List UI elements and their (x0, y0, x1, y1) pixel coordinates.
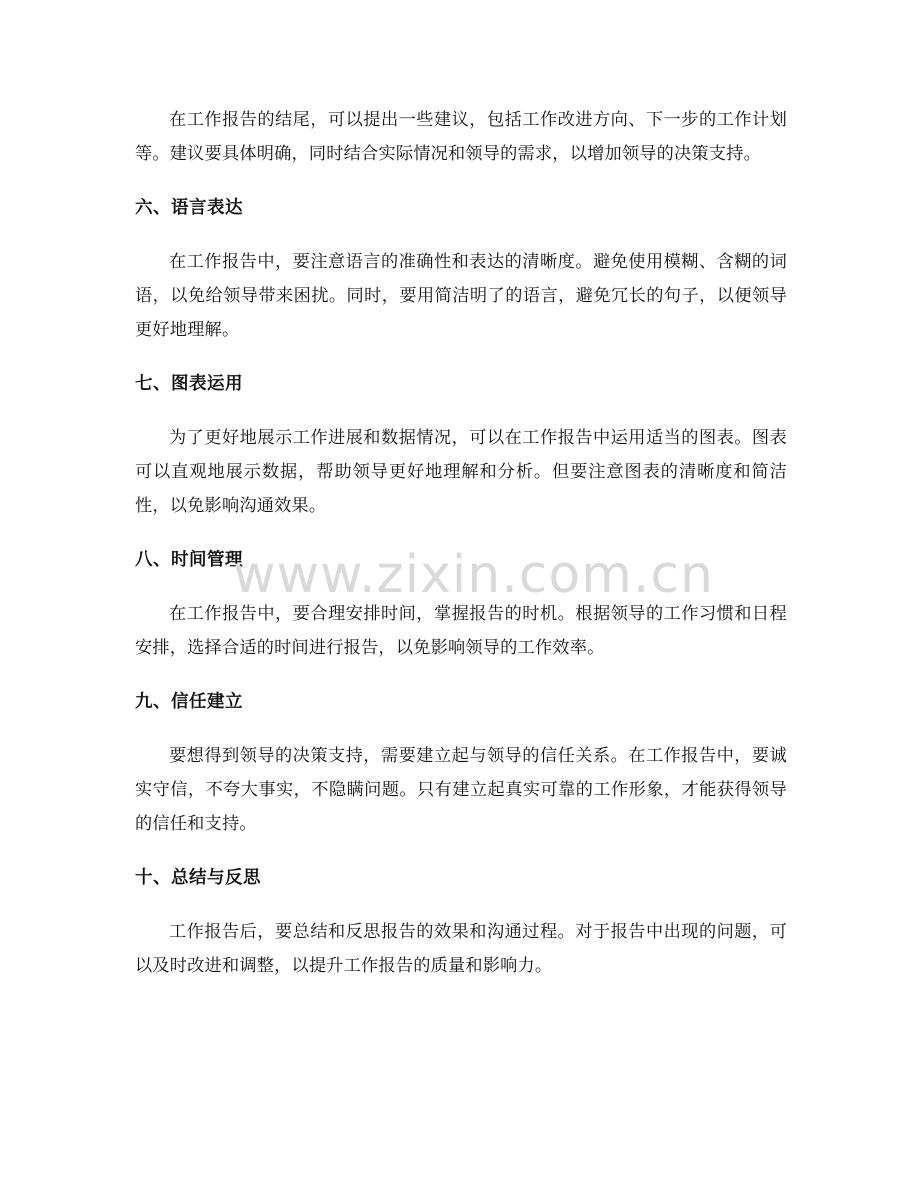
intro-paragraph: 在工作报告的结尾，可以提出一些建议，包括工作改进方向、下一步的工作计划等。建议要具体明确，同时结合实际情况和领导的需求，以增加领导的决策支持。 (135, 110, 787, 164)
document-content (135, 103, 787, 983)
section-body-language: 在工作报告中，要注意语言的准确性和表达的清晰度。避免使用模糊、含糊的词语，以免给领导带来困扰。同时，要用简洁明了的语言，避免冗长的句子，以便领导更好地理解。 (135, 252, 787, 340)
section-heading-time: 八、时间管理 (135, 550, 243, 570)
section-heading-charts: 七、图表运用 (135, 374, 243, 394)
section-body-time: 在工作报告中，要合理安排时间，掌握报告的时机。根据领导的工作习惯和日程安排，选择合适的时间进行报告，以免影响领导的工作效率。 (135, 604, 787, 658)
section-body-trust: 要想得到领导的决策支持，需要建立起与领导的信任关系。在工作报告中，要诚实守信，不夸大事实，不隐瞒问题。只有建立起真实可靠的工作形象，才能获得领导的信任和支持。 (135, 746, 787, 834)
section-body-summary: 工作报告后，要总结和反思报告的效果和沟通过程。对于报告中出现的问题，可以及时改进和调整，以提升工作报告的质量和影响力。 (135, 922, 787, 976)
watermark-text: www.zixin.com.cn (233, 545, 714, 605)
section-heading-language: 六、语言表达 (135, 198, 243, 218)
section-heading-summary: 十、总结与反思 (135, 868, 261, 888)
section-body-charts: 为了更好地展示工作进展和数据情况，可以在工作报告中运用适当的图表。图表可以直观地展示数据，帮助领导更好地理解和分析。但要注意图表的清晰度和简洁性，以免影响沟通效果。 (135, 428, 787, 516)
section-heading-trust: 九、信任建立 (135, 692, 243, 712)
